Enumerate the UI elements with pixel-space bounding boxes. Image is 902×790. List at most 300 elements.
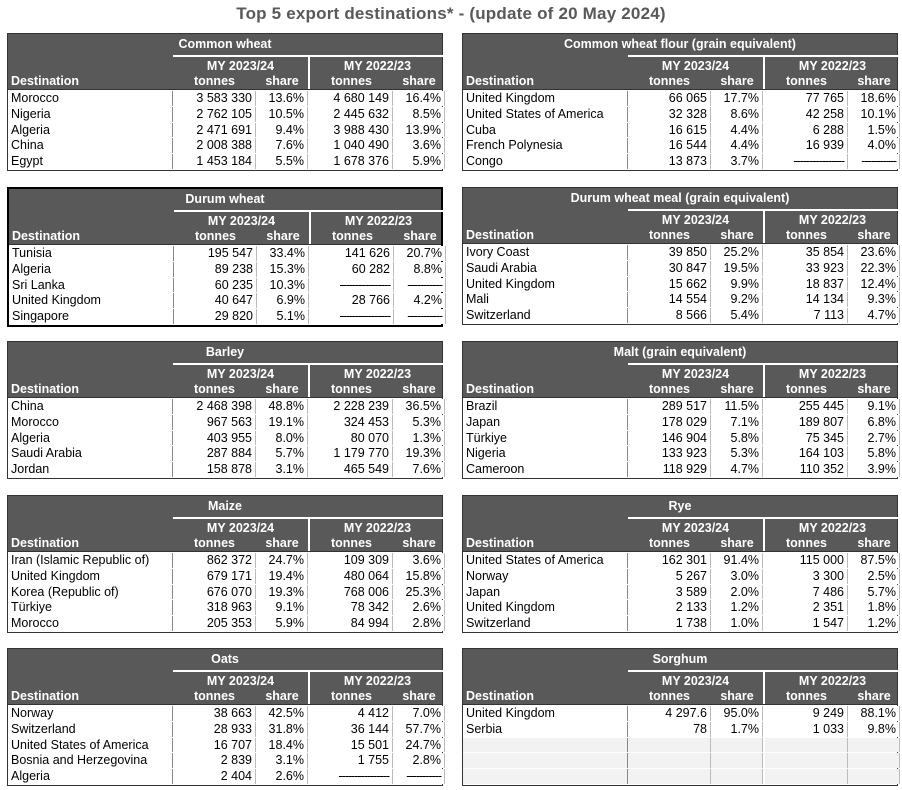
share-2023-24-cell: 9.4% <box>256 123 308 138</box>
table-row <box>8 752 442 768</box>
table-row <box>463 137 897 153</box>
tonnes-2023-24-cell: 60 235 <box>174 278 257 293</box>
destination-cell: Nigeria <box>8 107 173 122</box>
tonnes-2022-23-cell: 78 342 <box>310 600 393 615</box>
tonnes-2022-23-cell: 465 549 <box>310 462 393 477</box>
share-2022-23-cell: 2.8% <box>393 753 445 768</box>
share-2022-23-cell: 2.6% <box>393 600 445 615</box>
share-2022-23-cell: 57.7% <box>393 722 445 737</box>
table-body <box>463 704 897 784</box>
header-row-columns <box>463 227 897 243</box>
tonnes-2023-24-cell: 16 544 <box>628 138 711 153</box>
table-row <box>463 90 897 106</box>
tonnes-2022-23-cell: 16 939 <box>765 138 848 153</box>
header-my-2023-24: MY 2023/24 <box>173 517 308 535</box>
share-2022-23-cell: 2.8% <box>393 616 445 631</box>
share-2022-23-cell: ----------- <box>848 154 900 169</box>
share-2022-23-cell <box>848 753 900 768</box>
tonnes-2023-24-cell: 5 267 <box>628 569 711 584</box>
destination-cell: Algeria <box>8 769 173 784</box>
header-my-2023-24: MY 2023/24 <box>628 517 763 535</box>
destination-cell: Norway <box>8 706 173 721</box>
tonnes-2022-23-cell: 1 033 <box>765 722 848 737</box>
header-my-2023-24: MY 2023/24 <box>628 209 763 227</box>
tonnes-2022-23-cell: 42 258 <box>765 107 848 122</box>
tonnes-2022-23-cell: 9 249 <box>765 706 848 721</box>
header-share: share <box>720 689 754 703</box>
share-2022-23-cell: 18.6% <box>848 91 900 106</box>
header-tonnes: tonnes <box>649 536 690 550</box>
table-row <box>8 445 442 461</box>
table-row <box>8 153 442 169</box>
header-spacer <box>8 55 173 73</box>
share-2022-23-cell: 9.1% <box>848 399 900 414</box>
header-tonnes: tonnes <box>786 382 827 396</box>
tonnes-2023-24-cell: 3 589 <box>628 585 711 600</box>
header-spacer <box>463 209 628 227</box>
destination-cell: United Kingdom <box>463 277 628 292</box>
share-2022-23-cell: 2.7% <box>848 431 900 446</box>
page-title: Top 5 export destinations* - (update of 20 May 2024) <box>236 4 666 23</box>
table-row <box>463 153 897 169</box>
table-row <box>463 721 897 737</box>
tonnes-2022-23-cell: 768 006 <box>310 585 393 600</box>
share-2023-24-cell: 7.6% <box>256 138 308 153</box>
table-row <box>463 122 897 138</box>
share-2023-24-cell: 11.5% <box>711 399 763 414</box>
share-2022-23-cell: 3.6% <box>393 138 445 153</box>
header-tonnes: tonnes <box>649 689 690 703</box>
panel-title: Maize <box>8 496 442 517</box>
tonnes-2023-24-cell <box>628 769 711 784</box>
panel-malt-grain-equivalent- <box>462 341 898 479</box>
table-row <box>9 245 441 261</box>
header-my-2023-24: MY 2023/24 <box>628 363 763 381</box>
share-2022-23-cell: 2.5% <box>848 569 900 584</box>
header-my-2022-23: MY 2022/23 <box>765 363 900 381</box>
share-2023-24-cell: 19.3% <box>256 585 308 600</box>
header-share: share <box>857 689 891 703</box>
share-2022-23-cell: 9.3% <box>848 292 900 307</box>
header-tonnes: tonnes <box>786 74 827 88</box>
destination-cell: Cuba <box>463 123 628 138</box>
share-2023-24-cell: 3.0% <box>711 569 763 584</box>
destination-cell: Switzerland <box>463 308 628 323</box>
table-row <box>9 308 441 324</box>
share-2022-23-cell: 36.5% <box>393 399 445 414</box>
tonnes-2023-24-cell: 1 738 <box>628 616 711 631</box>
share-2023-24-cell: 4.4% <box>711 138 763 153</box>
destination-cell: Switzerland <box>8 722 173 737</box>
header-row-columns <box>463 688 897 704</box>
panel-rye <box>462 495 898 633</box>
panel-title: Malt (grain equivalent) <box>463 342 897 363</box>
share-2023-24-cell: 5.7% <box>256 446 308 461</box>
tonnes-2023-24-cell: 39 850 <box>628 245 711 260</box>
tonnes-2023-24-cell: 162 301 <box>628 553 711 568</box>
header-my-2022-23: MY 2022/23 <box>311 210 446 228</box>
tonnes-2023-24-cell: 195 547 <box>174 246 257 261</box>
destination-cell: Norway <box>463 569 628 584</box>
table-body <box>463 243 897 323</box>
tonnes-2022-23-cell: 33 923 <box>765 261 848 276</box>
share-2023-24-cell: 91.4% <box>711 553 763 568</box>
table-row <box>8 615 442 631</box>
tonnes-2022-23-cell: 35 854 <box>765 245 848 260</box>
header-my-2022-23: MY 2022/23 <box>310 55 445 73</box>
table-row <box>8 137 442 153</box>
table-row <box>8 552 442 568</box>
header-share: share <box>265 382 299 396</box>
table-row <box>463 552 897 568</box>
tonnes-2023-24-cell: 2 471 691 <box>173 123 256 138</box>
table-body <box>463 89 897 169</box>
tonnes-2023-24-cell: 1 453 184 <box>173 154 256 169</box>
share-2023-24-cell: 4.4% <box>711 123 763 138</box>
share-2022-23-cell: 1.2% <box>848 616 900 631</box>
destination-cell: United States of America <box>463 107 628 122</box>
tonnes-2022-23-cell: 480 064 <box>310 569 393 584</box>
tonnes-2022-23-cell: ---------------- <box>311 278 394 293</box>
destination-cell: Morocco <box>8 91 173 106</box>
share-2023-24-cell: 17.7% <box>711 91 763 106</box>
destination-cell: China <box>8 138 173 153</box>
destination-cell: Singapore <box>9 309 174 324</box>
tonnes-2022-23-cell: 84 994 <box>310 616 393 631</box>
share-2022-23-cell: 25.3% <box>393 585 445 600</box>
share-2023-24-cell: 5.4% <box>711 308 763 323</box>
table-row <box>9 277 441 293</box>
destination-cell: United Kingdom <box>8 569 173 584</box>
share-2023-24-cell: 95.0% <box>711 706 763 721</box>
share-2022-23-cell: 19.3% <box>393 446 445 461</box>
tonnes-2022-23-cell: 6 288 <box>765 123 848 138</box>
destination-cell: Mali <box>463 292 628 307</box>
tonnes-2023-24-cell: 146 904 <box>628 431 711 446</box>
destination-cell: Algeria <box>9 262 174 277</box>
share-2023-24-cell: 2.0% <box>711 585 763 600</box>
tonnes-2023-24-cell: 3 583 330 <box>173 91 256 106</box>
share-2022-23-cell: ----------- <box>394 309 446 324</box>
header-tonnes: tonnes <box>649 228 690 242</box>
destination-cell: Morocco <box>8 415 173 430</box>
tonnes-2022-23-cell: 115 000 <box>765 553 848 568</box>
share-2023-24-cell: 3.7% <box>711 154 763 169</box>
destination-cell <box>463 738 628 753</box>
panel-title: Sorghum <box>463 649 897 670</box>
share-2023-24-cell: 19.5% <box>711 261 763 276</box>
tonnes-2022-23-cell: 75 345 <box>765 431 848 446</box>
header-share: share <box>857 382 891 396</box>
tonnes-2022-23-cell: 28 766 <box>311 293 394 308</box>
header-spacer <box>9 210 174 228</box>
table-row <box>8 721 442 737</box>
share-2022-23-cell: 87.5% <box>848 553 900 568</box>
destination-cell: Saudi Arabia <box>463 261 628 276</box>
header-share: share <box>265 74 299 88</box>
share-2022-23-cell: 1.3% <box>393 431 445 446</box>
destination-cell: United Kingdom <box>9 293 174 308</box>
share-2022-23-cell: 8.8% <box>394 262 446 277</box>
header-row-years <box>9 210 441 228</box>
share-2023-24-cell: 6.9% <box>257 293 309 308</box>
header-my-2022-23: MY 2022/23 <box>765 55 900 73</box>
table-row <box>9 292 441 308</box>
destination-cell: Japan <box>463 415 628 430</box>
tonnes-2023-24-cell: 13 873 <box>628 154 711 169</box>
share-2022-23-cell: 23.6% <box>848 245 900 260</box>
tonnes-2022-23-cell: 110 352 <box>765 462 848 477</box>
tonnes-2022-23-cell: 1 755 <box>310 753 393 768</box>
share-2022-23-cell: 3.6% <box>393 553 445 568</box>
tonnes-2023-24-cell: 2 404 <box>173 769 256 784</box>
tonnes-2022-23-cell: ---------------- <box>765 154 848 169</box>
share-2023-24-cell: 5.3% <box>711 446 763 461</box>
header-tonnes: tonnes <box>194 536 235 550</box>
table-row <box>463 615 897 631</box>
tonnes-2022-23-cell: 36 144 <box>310 722 393 737</box>
table-row <box>463 398 897 414</box>
header-share: share <box>720 228 754 242</box>
tonnes-2022-23-cell: 164 103 <box>765 446 848 461</box>
share-2023-24-cell: 1.0% <box>711 616 763 631</box>
share-2023-24-cell: 5.5% <box>256 154 308 169</box>
tonnes-2022-23-cell: ---------------- <box>311 309 394 324</box>
panel-sorghum <box>462 648 898 786</box>
table-row <box>8 430 442 446</box>
header-my-2023-24: MY 2023/24 <box>173 670 308 688</box>
share-2022-23-cell: 7.6% <box>393 462 445 477</box>
destination-cell: Türkiye <box>463 431 628 446</box>
tonnes-2022-23-cell: 18 837 <box>765 277 848 292</box>
tonnes-2023-24-cell: 178 029 <box>628 415 711 430</box>
share-2022-23-cell: 10.1% <box>848 107 900 122</box>
tonnes-2022-23-cell: 77 765 <box>765 91 848 106</box>
destination-cell: Switzerland <box>463 616 628 631</box>
destination-cell: Korea (Republic of) <box>8 585 173 600</box>
header-spacer <box>8 670 173 688</box>
header-tonnes: tonnes <box>332 229 373 243</box>
header-tonnes: tonnes <box>194 689 235 703</box>
destination-cell: Tunisia <box>9 246 174 261</box>
table-row <box>8 584 442 600</box>
header-destination: Destination <box>466 382 535 396</box>
tonnes-2023-24-cell: 4 297.6 <box>628 706 711 721</box>
header-my-2022-23: MY 2022/23 <box>765 517 900 535</box>
share-2022-23-cell <box>848 738 900 753</box>
share-2023-24-cell: 9.2% <box>711 292 763 307</box>
destination-cell: United States of America <box>463 553 628 568</box>
table-row <box>463 276 897 292</box>
header-tonnes: tonnes <box>195 229 236 243</box>
share-2023-24-cell: 4.7% <box>711 462 763 477</box>
table-row <box>8 705 442 721</box>
table-row <box>8 414 442 430</box>
destination-cell: Iran (Islamic Republic of) <box>8 553 173 568</box>
tonnes-2022-23-cell: 7 486 <box>765 585 848 600</box>
tonnes-2022-23-cell: ---------------- <box>310 769 393 784</box>
header-share: share <box>720 74 754 88</box>
tonnes-2022-23-cell: 7 113 <box>765 308 848 323</box>
panel-title: Barley <box>8 342 442 363</box>
share-2022-23-cell: 15.8% <box>393 569 445 584</box>
header-tonnes: tonnes <box>331 74 372 88</box>
destination-cell: French Polynesia <box>463 138 628 153</box>
share-2023-24-cell: 5.8% <box>711 431 763 446</box>
header-tonnes: tonnes <box>649 382 690 396</box>
share-2022-23-cell: 3.9% <box>848 462 900 477</box>
table-row <box>8 106 442 122</box>
tonnes-2022-23-cell: 14 134 <box>765 292 848 307</box>
share-2022-23-cell: 4.0% <box>848 138 900 153</box>
header-my-2023-24: MY 2023/24 <box>173 363 308 381</box>
tonnes-2023-24-cell: 287 884 <box>173 446 256 461</box>
share-2022-23-cell: 5.3% <box>393 415 445 430</box>
tonnes-2023-24-cell: 318 963 <box>173 600 256 615</box>
table-row <box>9 261 441 277</box>
header-my-2022-23: MY 2022/23 <box>310 670 445 688</box>
share-2023-24-cell: 18.4% <box>256 738 308 753</box>
share-2023-24-cell: 10.5% <box>256 107 308 122</box>
share-2023-24-cell: 33.4% <box>257 246 309 261</box>
table-body <box>8 704 442 784</box>
tonnes-2023-24-cell: 967 563 <box>173 415 256 430</box>
tonnes-2023-24-cell: 15 662 <box>628 277 711 292</box>
header-tonnes: tonnes <box>331 536 372 550</box>
header-row-columns <box>9 228 441 244</box>
share-2023-24-cell: 1.7% <box>711 722 763 737</box>
panel-durum-wheat-meal-grain-equivalent- <box>462 187 898 325</box>
header-my-2023-24: MY 2023/24 <box>628 670 763 688</box>
header-share: share <box>857 536 891 550</box>
share-2022-23-cell <box>848 769 900 784</box>
destination-cell: Sri Lanka <box>9 278 174 293</box>
destination-cell: Bosnia and Herzegovina <box>8 753 173 768</box>
tonnes-2023-24-cell: 29 820 <box>174 309 257 324</box>
destination-cell: Ivory Coast <box>463 245 628 260</box>
table-row <box>8 461 442 477</box>
share-2022-23-cell: 9.8% <box>848 722 900 737</box>
panel-title: Oats <box>8 649 442 670</box>
header-tonnes: tonnes <box>786 536 827 550</box>
destination-cell: United States of America <box>8 738 173 753</box>
table-row <box>463 291 897 307</box>
tonnes-2023-24-cell: 14 554 <box>628 292 711 307</box>
tonnes-2022-23-cell: 189 807 <box>765 415 848 430</box>
destination-cell: United Kingdom <box>463 91 628 106</box>
destination-cell: United Kingdom <box>463 600 628 615</box>
destination-cell: Nigeria <box>463 446 628 461</box>
tonnes-2023-24-cell: 66 065 <box>628 91 711 106</box>
tonnes-2022-23-cell: 80 070 <box>310 431 393 446</box>
share-2023-24-cell: 7.1% <box>711 415 763 430</box>
header-destination: Destination <box>466 536 535 550</box>
header-row-columns <box>463 381 897 397</box>
header-spacer <box>463 363 628 381</box>
panel-common-wheat-flour-grain-equivalent- <box>462 33 898 171</box>
table-row <box>8 568 442 584</box>
tonnes-2023-24-cell: 2 468 398 <box>173 399 256 414</box>
header-row-columns <box>463 535 897 551</box>
header-share: share <box>720 536 754 550</box>
header-my-2022-23: MY 2022/23 <box>765 209 900 227</box>
header-destination: Destination <box>11 689 80 703</box>
destination-cell: Congo <box>463 154 628 169</box>
share-2023-24-cell: 10.3% <box>257 278 309 293</box>
header-my-2022-23: MY 2022/23 <box>310 517 445 535</box>
destination-cell: Egypt <box>8 154 173 169</box>
table-row <box>463 445 897 461</box>
header-my-2023-24: MY 2023/24 <box>174 210 309 228</box>
tonnes-2022-23-cell: 2 351 <box>765 600 848 615</box>
header-row-columns <box>8 688 442 704</box>
tonnes-2022-23-cell: 1 678 376 <box>310 154 393 169</box>
header-share: share <box>402 536 436 550</box>
tonnes-2023-24-cell: 2 762 105 <box>173 107 256 122</box>
share-2023-24-cell <box>711 738 763 753</box>
share-2023-24-cell: 42.5% <box>256 706 308 721</box>
tonnes-2023-24-cell <box>628 753 711 768</box>
tonnes-2022-23-cell: 1 179 770 <box>310 446 393 461</box>
header-row-years <box>8 670 442 688</box>
panel-durum-wheat <box>7 187 443 327</box>
header-share: share <box>265 536 299 550</box>
tonnes-2023-24-cell: 38 663 <box>173 706 256 721</box>
table-row <box>463 260 897 276</box>
share-2022-23-cell: 4.7% <box>848 308 900 323</box>
header-tonnes: tonnes <box>786 228 827 242</box>
header-share: share <box>402 689 436 703</box>
tonnes-2022-23-cell <box>765 738 848 753</box>
table-row <box>8 122 442 138</box>
header-row-years <box>463 209 897 227</box>
share-2022-23-cell: 1.8% <box>848 600 900 615</box>
header-row-columns <box>8 381 442 397</box>
share-2023-24-cell: 15.3% <box>257 262 309 277</box>
share-2023-24-cell <box>711 753 763 768</box>
panel-title: Durum wheat <box>9 189 441 210</box>
header-my-2023-24: MY 2023/24 <box>628 55 763 73</box>
header-row-years <box>463 670 897 688</box>
table-row <box>8 737 442 753</box>
header-my-2023-24: MY 2023/24 <box>173 55 308 73</box>
tonnes-2022-23-cell: 2 445 632 <box>310 107 393 122</box>
header-tonnes: tonnes <box>331 689 372 703</box>
destination-cell: Japan <box>463 585 628 600</box>
share-2023-24-cell: 3.1% <box>256 753 308 768</box>
table-body <box>463 551 897 631</box>
share-2023-24-cell: 24.7% <box>256 553 308 568</box>
header-destination: Destination <box>11 382 80 396</box>
share-2023-24-cell: 1.2% <box>711 600 763 615</box>
tonnes-2022-23-cell: 1 040 490 <box>310 138 393 153</box>
tonnes-2023-24-cell: 30 847 <box>628 261 711 276</box>
header-tonnes: tonnes <box>786 689 827 703</box>
header-share: share <box>857 74 891 88</box>
tonnes-2023-24-cell: 862 372 <box>173 553 256 568</box>
tonnes-2023-24-cell: 679 171 <box>173 569 256 584</box>
tonnes-2023-24-cell: 2 133 <box>628 600 711 615</box>
header-row-columns <box>463 73 897 89</box>
share-2022-23-cell: ----------- <box>394 278 446 293</box>
tonnes-2022-23-cell: 2 228 239 <box>310 399 393 414</box>
table-row <box>8 768 442 784</box>
share-2022-23-cell: 13.9% <box>393 123 445 138</box>
table-body <box>463 397 897 477</box>
header-spacer <box>463 670 628 688</box>
share-2022-23-cell: 88.1% <box>848 706 900 721</box>
share-2022-23-cell: 16.4% <box>393 91 445 106</box>
